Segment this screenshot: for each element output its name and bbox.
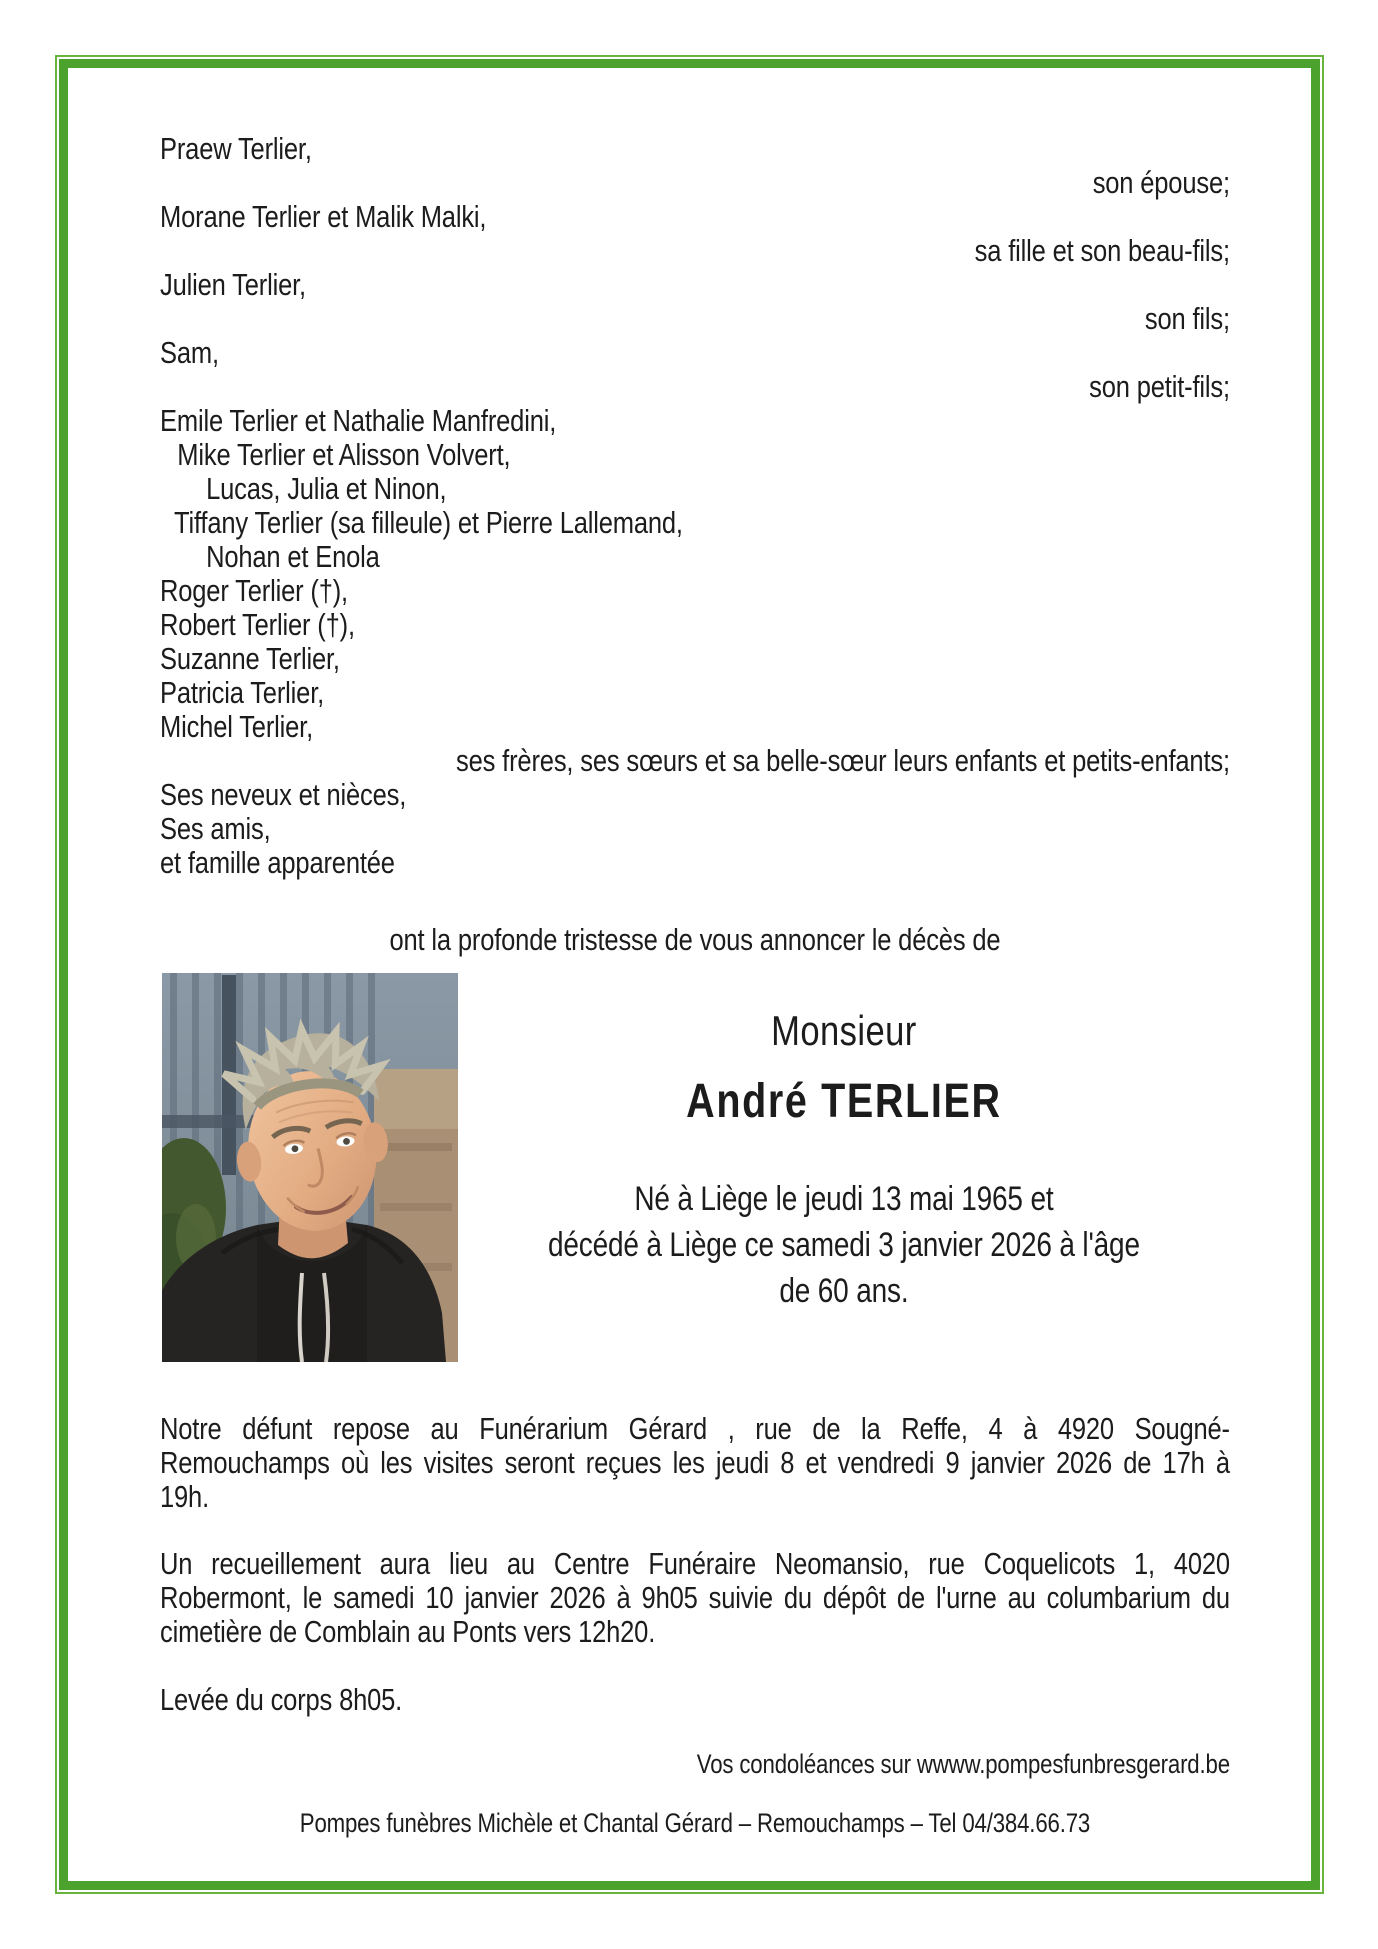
document-text-column: [160, 132, 1230, 1839]
relationship-label-row: son épouse;: [1092, 165, 1230, 200]
deceased-name: André TERLIER: [686, 1075, 1002, 1128]
birth-death-dates: [458, 1176, 1230, 1314]
birth-death-line: de 60 ans.: [779, 1272, 909, 1310]
announcement-intro-line: ont la profonde tristesse de vous annoncer le décès de: [389, 922, 1001, 957]
spacer: [160, 1717, 1230, 1748]
birth-death-line: décédé à Liège ce samedi 3 janvier 2026 à l'âge: [547, 1226, 1140, 1264]
spacer: [458, 1128, 1230, 1176]
family-member-row: Suzanne Terlier,: [160, 641, 340, 676]
family-member-row: Emile Terlier et Nathalie Manfredini,: [160, 403, 557, 438]
family-member-row: Praew Terlier,: [160, 131, 312, 166]
family-member-row: Ses amis,: [160, 811, 271, 846]
spacer: [160, 880, 1230, 923]
spacer: [160, 1314, 1230, 1412]
family-member-row: Robert Terlier (†),: [160, 607, 355, 642]
paragraph-line: Un recueillement aura lieu au Centre Funéraire Neomansio, rue Coquelicots 1, 4020: [160, 1546, 1230, 1581]
deceased-heading-column: [458, 1008, 1230, 1314]
paragraph-line: cimetière de Comblain au Ponts vers 12h20.: [160, 1614, 656, 1649]
funeral-home-credit-line: Pompes funèbres Michèle et Chantal Gérard – Remouchamps – Tel 04/384.66.73: [299, 1808, 1091, 1838]
family-member-row: et famille apparentée: [160, 845, 395, 880]
paragraph-line: Robermont, le samedi 10 janvier 2026 à 9h05 suivie du dépôt de l'urne au columbarium du: [160, 1580, 1230, 1615]
family-member-row: Sam,: [160, 335, 219, 370]
spacer: [160, 1649, 1230, 1683]
deceased-title: Monsieur: [771, 1007, 917, 1054]
family-member-row: Ses neveux et nièces,: [160, 777, 407, 812]
family-name-list: [160, 132, 1230, 880]
family-member-row: Patricia Terlier,: [160, 675, 325, 710]
family-member-row: Lucas, Julia et Ninon,: [206, 471, 447, 506]
spacer: [458, 1054, 1230, 1076]
family-member-row: Nohan et Enola: [206, 539, 380, 574]
paragraph-line: Notre défunt repose au Funérarium Gérard , rue de la Reffe, 4 à 4920 Sougné-: [160, 1411, 1230, 1446]
spacer: [160, 957, 1230, 1008]
condolences-website-line: Vos condoléances sur wwww.pompesfunbresgerard.be: [696, 1749, 1230, 1779]
relationship-label-row: ses frères, ses sœurs et sa belle-sœur leurs enfants et petits-enfants;: [456, 743, 1230, 778]
birth-death-line: Né à Liège le jeudi 13 mai 1965 et: [634, 1180, 1054, 1218]
family-member-row: Julien Terlier,: [160, 267, 306, 302]
family-member-row: Michel Terlier,: [160, 709, 314, 744]
relationship-label-row: sa fille et son beau-fils;: [974, 233, 1230, 268]
spacer: [160, 1514, 1230, 1547]
family-member-row: Morane Terlier et Malik Malki,: [160, 199, 487, 234]
paragraph-line: 19h.: [160, 1479, 210, 1514]
levee-du-corps-line: Levée du corps 8h05.: [160, 1682, 403, 1717]
relationship-label-row: son petit-fils;: [1089, 369, 1230, 404]
ceremony-paragraph: [160, 1547, 1230, 1649]
relationship-label-row: son fils;: [1144, 301, 1230, 336]
family-member-row: Tiffany Terlier (sa filleule) et Pierre Lallemand,: [173, 505, 683, 540]
family-member-row: Roger Terlier (†),: [160, 573, 348, 608]
funeral-home-visits-paragraph: [160, 1412, 1230, 1514]
family-member-row: Mike Terlier et Alisson Volvert,: [177, 437, 511, 472]
paragraph-line: Remouchamps où les visites seront reçues les jeudi 8 et vendredi 9 janvier 2026 de 17h à: [160, 1445, 1230, 1480]
spacer: [160, 1780, 1230, 1807]
